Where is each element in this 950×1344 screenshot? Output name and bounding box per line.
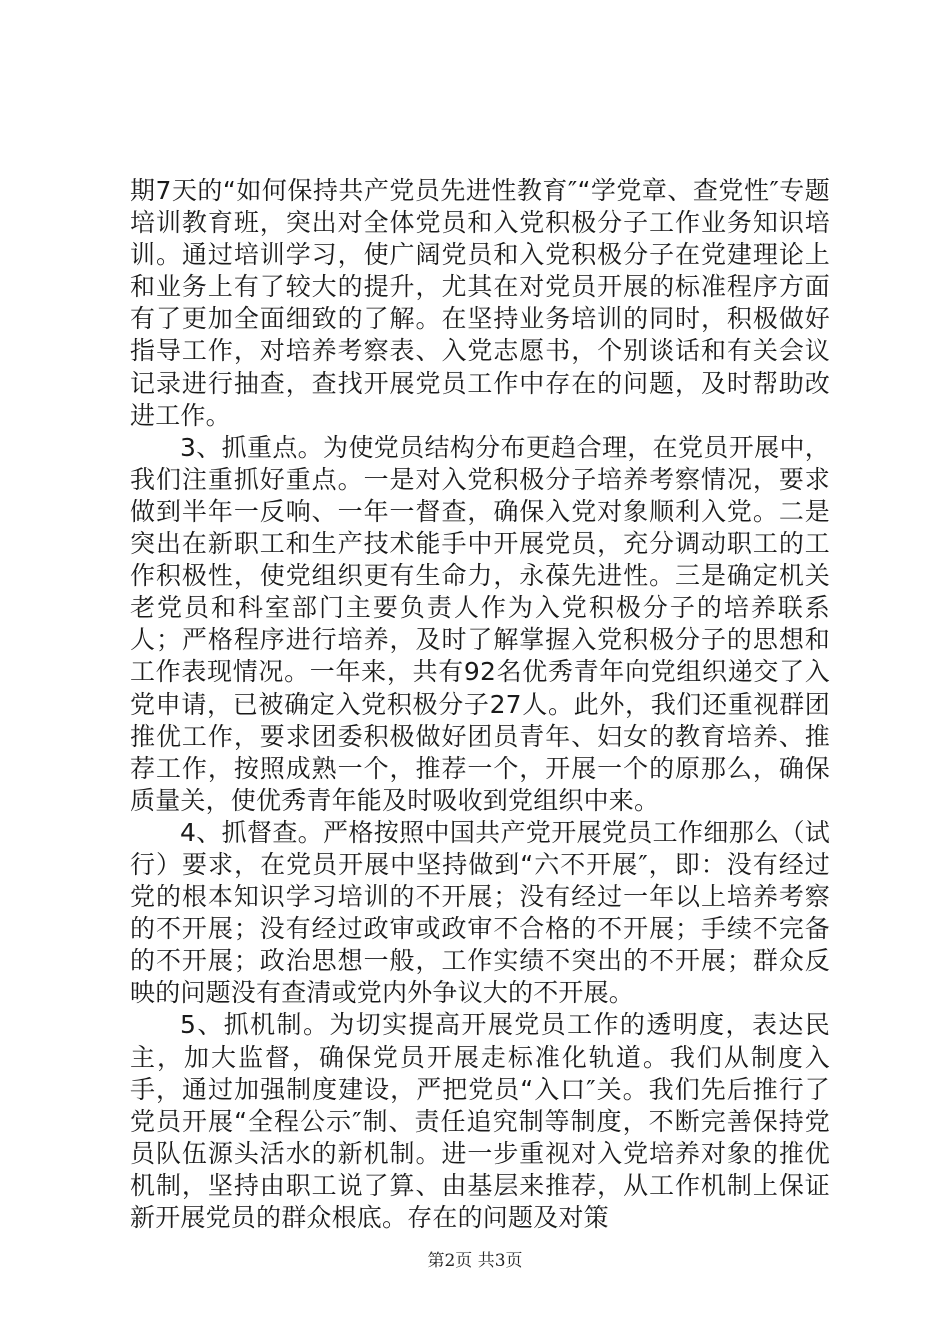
paragraph-mechanism: 5、抓机制。为切实提高开展党员工作的透明度，表达民主，加大监督，确保党员开展走标准化轨道。我们从制度入手，通过加强制度建设，严把党员“入口″关。我们先后推行了党员开展“全程公示″制、责任追究制等制度，不断完善保持党员队伍源头活水的新机制。进一步重视对入党培养对象的推优机制，坚持由职工说了算、由基层来推荐，从工作机制上保证新开展党员的群众根底。存在的问题及对策 bbox=[130, 1010, 830, 1232]
body-text bbox=[130, 175, 830, 1234]
page-number-footer: 第2页 共3页 bbox=[427, 1251, 523, 1271]
paragraph-key-points: 3、抓重点。为使党员结构分布更趋合理，在党员开展中，我们注重抓好重点。一是对入党积极分子培养考察情况，要求做到半年一反响、一年一督查，确保入党对象顺利入党。二是突出在新职工和生产技术能手中开展党员，充分调动职工的工作积极性，使党组织更有生命力，永葆先进性。三是确定机关老党员和科室部门主要负责人作为入党积极分子的培养联系人；严格程序进行培养，及时了解掌握入党积极分子的思想和工作表现情况。一年来，共有92名优秀青年向党组织递交了入党申请，已被确定入党积极分子27人。此外，我们还重视群团推优工作，要求团委积极做好团员青年、妇女的教育培养、推荐工作，按照成熟一个，推荐一个，开展一个的原那么，确保质量关，使优秀青年能及时吸收到党组织中来。 bbox=[130, 432, 830, 815]
paragraph-supervision: 4、抓督查。严格按照中国共产党开展党员工作细那么（试行）要求，在党员开展中坚持做到“六不开展″，即：没有经过党的根本知识学习培训的不开展；没有经过一年以上培养考察的不开展；没有经过政审或政审不合格的不开展；手续不完备的不开展；政治思想一般，工作实绩不突出的不开展；群众反映的问题没有查清或党内外争议大的不开展。 bbox=[130, 817, 830, 1008]
paragraph-continuation: 期7天的“如何保持共产党员先进性教育″“学党章、查党性″专题培训教育班，突出对全体党员和入党积极分子工作业务知识培训。通过培训学习，使广阔党员和入党积极分子在党建理论上和业务上有了较大的提升，尤其在对党员开展的标准程序方面有了更加全面细致的了解。在坚持业务培训的同时，积极做好指导工作，对培养考察表、入党志愿书，个别谈话和有关会议记录进行抽查，查找开展党员工作中存在的问题，及时帮助改进工作。 bbox=[130, 176, 830, 430]
